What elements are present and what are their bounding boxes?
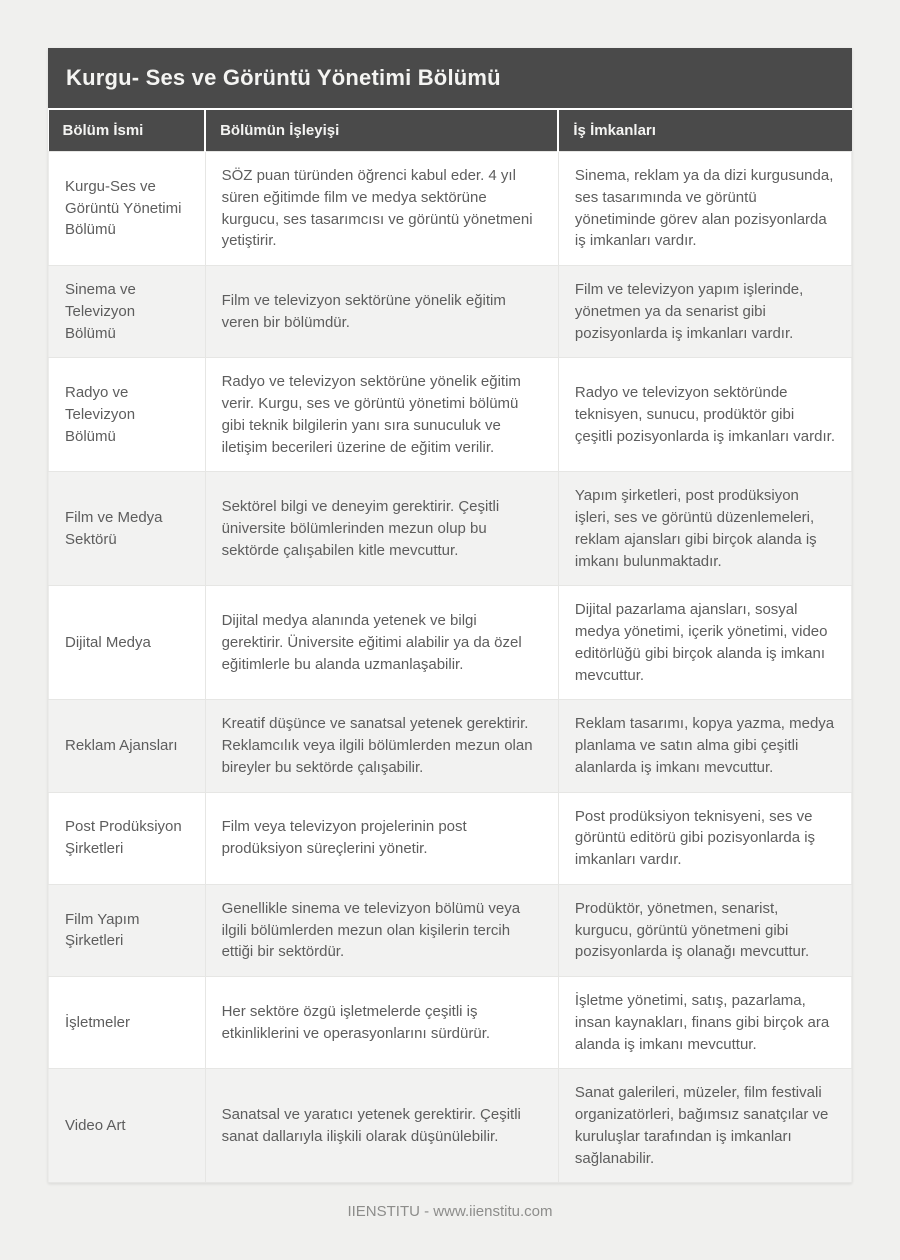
table-header	[49, 110, 852, 152]
job-opportunities-cell: Reklam tasarımı, kopya yazma, medya planlama ve satın alma gibi çeşitli alanlarda iş imkanı mevcuttur.	[558, 700, 851, 792]
table-row	[49, 586, 852, 700]
table-row	[49, 884, 852, 976]
table-row	[49, 977, 852, 1069]
department-operation-cell: Genellikle sinema ve televizyon bölümü veya ilgili bölümlerden mezun olan kişilerin tercih ettiği bir sektördür.	[205, 884, 558, 976]
table-row	[49, 700, 852, 792]
footer-credit: IIENSTITU - www.iienstitu.com	[347, 1203, 553, 1221]
department-name-cell: Film Yapım Şirketleri	[49, 884, 206, 976]
table-row	[49, 358, 852, 472]
job-opportunities-cell: Sinema, reklam ya da dizi kurgusunda, ses tasarımında ve görüntü yönetiminde görev alan pozisyonlarda iş imkanları vardır.	[558, 152, 851, 266]
department-operation-cell: SÖZ puan türünden öğrenci kabul eder. 4 yıl süren eğitimde film ve medya sektörüne kurgucu, ses tasarımcısı ve görüntü yönetmeni yetiştirir.	[205, 152, 558, 266]
job-opportunities-cell: Sanat galerileri, müzeler, film festivali organizatörleri, bağımsız sanatçılar ve kuruluşlar tarafından iş imkanları sağlanabilir.	[558, 1069, 851, 1183]
department-operation-cell: Film veya televizyon projelerinin post prodüksiyon süreçlerini yönetir.	[205, 792, 558, 884]
table-row	[49, 266, 852, 358]
department-name-cell: Sinema ve Televizyon Bölümü	[49, 266, 206, 358]
table-row	[49, 792, 852, 884]
page-title: Kurgu- Ses ve Görüntü Yönetimi Bölümü	[48, 48, 852, 108]
job-opportunities-cell: Radyo ve televizyon sektöründe teknisyen, sunucu, prodüktör gibi çeşitli pozisyonlarda iş imkanları vardır.	[558, 358, 851, 472]
department-operation-cell: Her sektöre özgü işletmelerde çeşitli iş etkinliklerini ve operasyonlarını sürdürür.	[205, 977, 558, 1069]
department-name-cell: Post Prodüksiyon Şirketleri	[49, 792, 206, 884]
job-opportunities-cell: Post prodüksiyon teknisyeni, ses ve görüntü editörü gibi pozisyonlarda iş imkanları vardır.	[558, 792, 851, 884]
department-name-cell: Kurgu-Ses ve Görüntü Yönetimi Bölümü	[49, 152, 206, 266]
department-name-cell: Dijital Medya	[49, 586, 206, 700]
department-name-cell: Reklam Ajansları	[49, 700, 206, 792]
job-opportunities-cell: İşletme yönetimi, satış, pazarlama, insan kaynakları, finans gibi birçok ara alanda iş imkanı mevcuttur.	[558, 977, 851, 1069]
column-header-department-operation: Bölümün İşleyişi	[205, 110, 558, 152]
department-operation-cell: Dijital medya alanında yetenek ve bilgi gerektirir. Üniversite eğitimi alabilir ya da özel eğitimlerle bu alanda uzmanlaşabilir.	[205, 586, 558, 700]
department-operation-cell: Kreatif düşünce ve sanatsal yetenek gerektirir. Reklamcılık veya ilgili bölümlerden mezun olan bireyler bu sektörde çalışabilir.	[205, 700, 558, 792]
column-header-department-name: Bölüm İsmi	[49, 110, 206, 152]
job-opportunities-cell: Prodüktör, yönetmen, senarist, kurgucu, görüntü yönetmeni gibi pozisyonlarda iş olanağı mevcuttur.	[558, 884, 851, 976]
job-opportunities-cell: Yapım şirketleri, post prodüksiyon işleri, ses ve görüntü düzenlemeleri, reklam ajansları gibi birçok alanda iş imkanı bulunmaktadır.	[558, 472, 851, 586]
department-operation-cell: Sanatsal ve yaratıcı yetenek gerektirir. Çeşitli sanat dallarıyla ilişkili olarak düşünülebilir.	[205, 1069, 558, 1183]
table-row	[49, 1069, 852, 1183]
header-row	[49, 110, 852, 152]
department-name-cell: Radyo ve Televizyon Bölümü	[49, 358, 206, 472]
department-table	[48, 110, 852, 1183]
department-operation-cell: Radyo ve televizyon sektörüne yönelik eğitim verir. Kurgu, ses ve görüntü yönetimi bölümü gibi teknik bilgilerin yanı sıra sunuculuk ve iletişim becerileri üzerine de eğitim verilir.	[205, 358, 558, 472]
department-name-cell: Video Art	[49, 1069, 206, 1183]
department-name-cell: Film ve Medya Sektörü	[49, 472, 206, 586]
table-body	[49, 152, 852, 1183]
table-row	[49, 472, 852, 586]
column-header-job-opportunities: İş İmkanları	[558, 110, 851, 152]
department-operation-cell: Film ve televizyon sektörüne yönelik eğitim veren bir bölümdür.	[205, 266, 558, 358]
department-name-cell: İşletmeler	[49, 977, 206, 1069]
job-opportunities-cell: Dijital pazarlama ajansları, sosyal medya yönetimi, içerik yönetimi, video editörlüğü gibi birçok alanda iş imkanı mevcuttur.	[558, 586, 851, 700]
job-opportunities-cell: Film ve televizyon yapım işlerinde, yönetmen ya da senarist gibi pozisyonlarda iş imkanları vardır.	[558, 266, 851, 358]
department-table-card	[48, 48, 852, 1183]
table-row	[49, 152, 852, 266]
department-operation-cell: Sektörel bilgi ve deneyim gerektirir. Çeşitli üniversite bölümlerinden mezun olup bu sektörde çalışabilen kitle mevcuttur.	[205, 472, 558, 586]
